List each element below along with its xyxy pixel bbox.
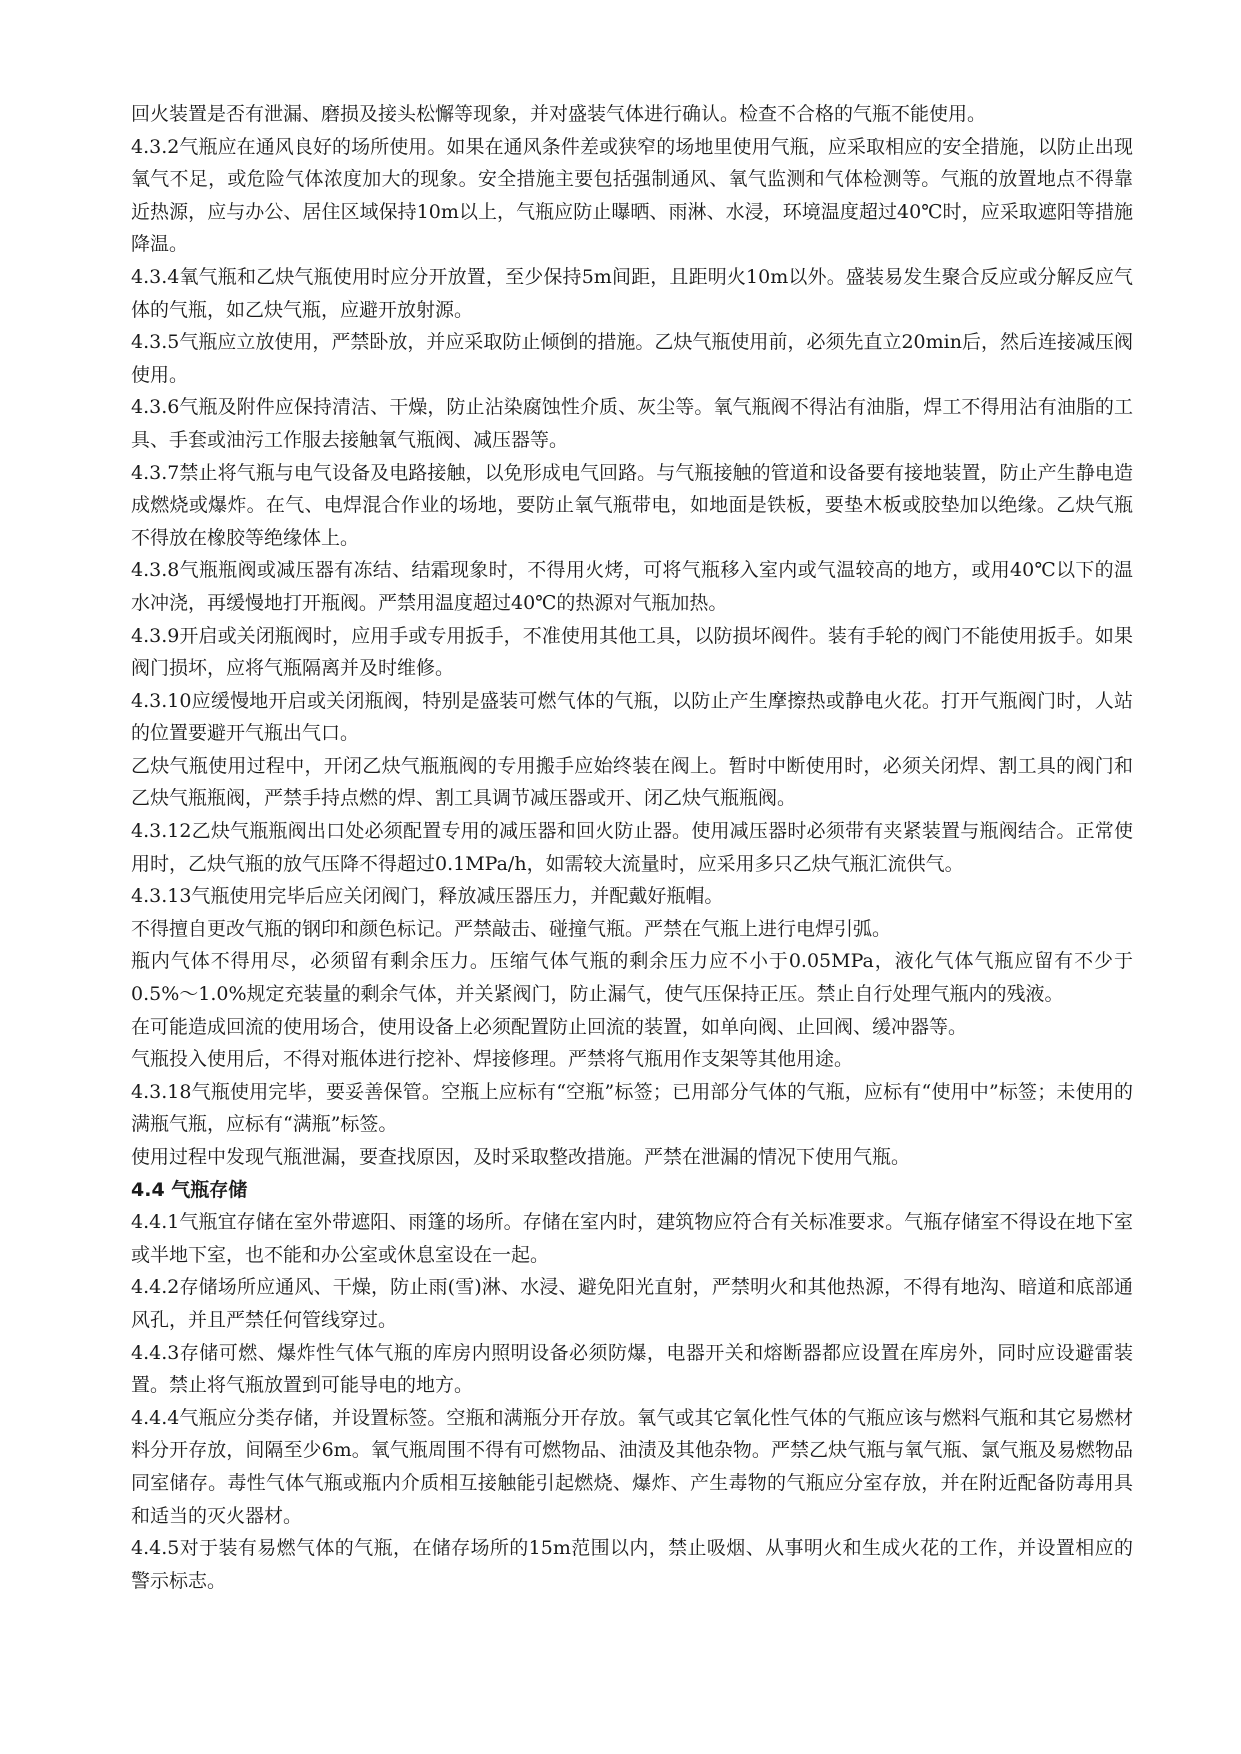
paragraph: 4.3.6气瓶及附件应保持清洁、干燥，防止沾染腐蚀性介质、灰尘等。氧气瓶阀不得沾有油脂，焊工不得用沾有油脂的工具、手套或油污工作服去接触氧气瓶阀、减压器等。 <box>131 396 1133 451</box>
paragraph: 4.3.7禁止将气瓶与电气设备及电路接触，以免形成电气回路。与气瓶接触的管道和设备要有接地装置，防止产生静电造成燃烧或爆炸。在气、电焊混合作业的场地，要防止氧气瓶带电，如地面是铁板，要垫木板或胶垫加以绝缘。乙炔气瓶不得放在橡胶等绝缘体上。 <box>131 461 1133 549</box>
paragraph: 瓶内气体不得用尽，必须留有剩余压力。压缩气体气瓶的剩余压力应不小于0.05MPa，液化气体气瓶应留有不少于0.5%～1.0%规定充装量的剩余气体，并关紧阀门，防止漏气，使气压保持正压。禁止自行处理气瓶内的残液。 <box>131 950 1133 1006</box>
paragraph: 4.4.2存储场所应通风、干燥，防止雨(雪)淋、水浸、避免阳光直射，严禁明火和其他热源，不得有地沟、暗道和底部通风孔，并且严禁任何管线穿过。 <box>131 1276 1133 1331</box>
paragraph: 4.4.5对于装有易燃气体的气瓶，在储存场所的15m范围以内，禁止吸烟、从事明火和生成火花的工作，并设置相应的警示标志。 <box>131 1537 1133 1592</box>
paragraph: 4.3.2气瓶应在通风良好的场所使用。如果在通风条件差或狭窄的场地里使用气瓶，应采取相应的安全措施，以防止出现氧气不足，或危险气体浓度加大的现象。安全措施主要包括强制通风、氧气监测和气体检测等。气瓶的放置地点不得靠近热源，应与办公、居住区域保持10m以上，气瓶应防止曝晒、雨淋、水浸，环境温度超过40℃时，应采取遮阳等措施降温。 <box>131 135 1133 256</box>
paragraph: 4.3.4氧气瓶和乙炔气瓶使用时应分开放置，至少保持5m间距，且距明火10m以外。盛装易发生聚合反应或分解反应气体的气瓶，如乙炔气瓶，应避开放射源。 <box>131 265 1133 321</box>
document-body <box>131 98 1133 1597</box>
paragraph: 乙炔气瓶使用过程中，开闭乙炔气瓶瓶阀的专用搬手应始终装在阀上。暂时中断使用时，必须关闭焊、割工具的阀门和乙炔气瓶瓶阀，严禁手持点燃的焊、割工具调节减压器或开、闭乙炔气瓶瓶阀。 <box>131 754 1133 810</box>
paragraph: 4.4.3存储可燃、爆炸性气体气瓶的库房内照明设备必须防爆，电器开关和熔断器都应设置在库房外，同时应设避雷装置。禁止将气瓶放置到可能导电的地方。 <box>131 1341 1133 1397</box>
paragraph: 回火装置是否有泄漏、磨损及接头松懈等现象，并对盛装气体进行确认。检查不合格的气瓶不能使用。 <box>131 103 987 125</box>
paragraph: 4.3.5气瓶应立放使用，严禁卧放，并应采取防止倾倒的措施。乙炔气瓶使用前，必须先直立20min后，然后连接减压阀使用。 <box>131 331 1133 386</box>
paragraph: 4.3.13气瓶使用完毕后应关闭阀门，释放减压器压力，并配戴好瓶帽。 <box>131 885 724 908</box>
paragraph: 4.3.18气瓶使用完毕，要妥善保管。空瓶上应标有“空瓶”标签；已用部分气体的气瓶，应标有“使用中”标签；未使用的满瓶气瓶，应标有“满瓶”标签。 <box>131 1080 1133 1136</box>
paragraph: 在可能造成回流的使用场合，使用设备上必须配置防止回流的装置，如单向阀、止回阀、缓冲器等。 <box>131 1015 968 1038</box>
paragraph: 4.3.9开启或关闭瓶阀时，应用手或专用扳手，不准使用其他工具，以防损坏阀件。装有手轮的阀门不能使用扳手。如果阀门损坏，应将气瓶隔离并及时维修。 <box>131 624 1133 680</box>
paragraph: 4.3.8气瓶瓶阀或减压器有冻结、结霜现象时，不得用火烤，可将气瓶移入室内或气温较高的地方，或用40℃以下的温水冲浇，再缓慢地打开瓶阀。严禁用温度超过40℃的热源对气瓶加热。 <box>131 559 1133 614</box>
paragraph: 4.3.10应缓慢地开启或关闭瓶阀，特别是盛装可燃气体的气瓶，以防止产生摩擦热或静电火花。打开气瓶阀门时，人站的位置要避开气瓶出气口。 <box>131 689 1133 745</box>
paragraph: 4.4.1气瓶宜存储在室外带遮阳、雨篷的场所。存储在室内时，建筑物应符合有关标准要求。气瓶存储室不得设在地下室或半地下室，也不能和办公室或休息室设在一起。 <box>131 1211 1133 1266</box>
paragraph: 使用过程中发现气瓶泄漏，要查找原因，及时采取整改措施。严禁在泄漏的情况下使用气瓶。 <box>131 1146 911 1168</box>
paragraph: 不得擅自更改气瓶的钢印和颜色标记。严禁敲击、碰撞气瓶。严禁在气瓶上进行电焊引弧。 <box>131 917 892 940</box>
paragraph: 气瓶投入使用后，不得对瓶体进行挖补、焊接修理。严禁将气瓶用作支架等其他用途。 <box>131 1048 854 1071</box>
section-heading: 4.4 气瓶存储 <box>131 1178 248 1201</box>
paragraph: 4.4.4气瓶应分类存储，并设置标签。空瓶和满瓶分开存放。氧气或其它氧化性气体的气瓶应该与燃料气瓶和其它易燃材料分开存放，间隔至少6m。氧气瓶周围不得有可燃物品、油渍及其他杂物。严禁乙炔气瓶与氧气瓶、氯气瓶及易燃物品同室储存。毒性气体气瓶或瓶内介质相互接触能引起燃烧、爆炸、产生毒物的气瓶应分室存放，并在附近配备防毒用具和适当的灭火器材。 <box>131 1406 1133 1527</box>
paragraph: 4.3.12乙炔气瓶瓶阀出口处必须配置专用的减压器和回火防止器。使用减压器时必须带有夹紧装置与瓶阀结合。正常使用时，乙炔气瓶的放气压降不得超过0.1MPa/h，如需较大流量时，应采用多只乙炔气瓶汇流供气。 <box>131 820 1133 875</box>
